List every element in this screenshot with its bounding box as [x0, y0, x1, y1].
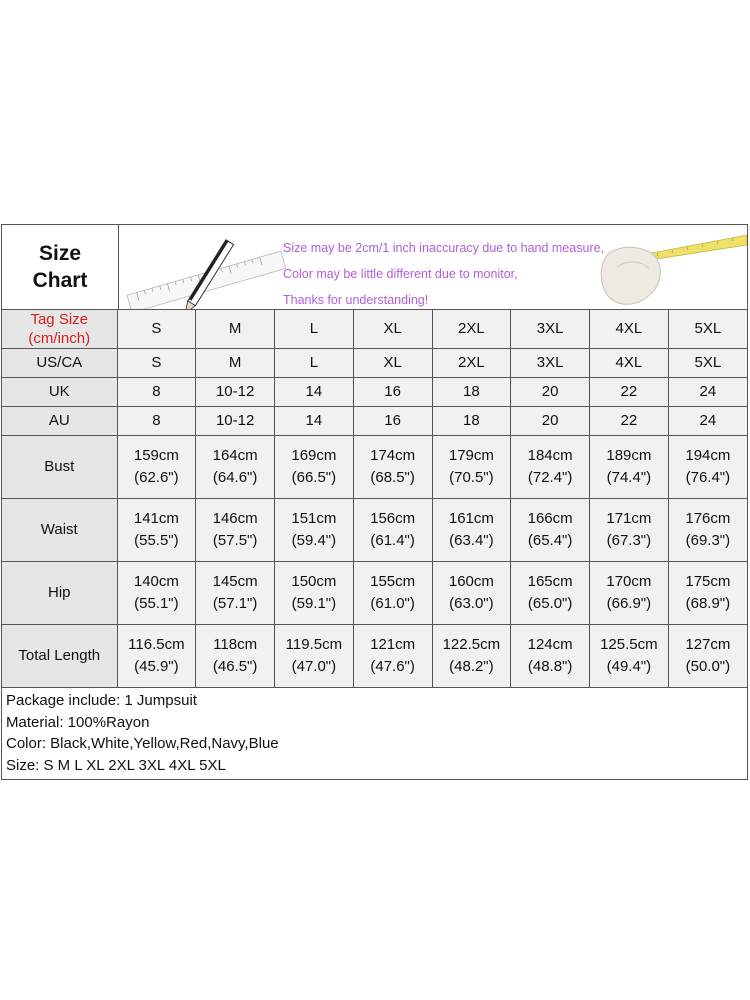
hip-s-cm: 140cm	[133, 573, 179, 590]
hip-3xl-inch: (65.0")	[527, 595, 573, 612]
bust-l-cm: 169cm	[291, 447, 337, 464]
hip-m-inch: (57.1")	[212, 595, 258, 612]
measurement-banner	[119, 225, 747, 309]
us-ca-size-l: L	[275, 349, 354, 378]
title-line-2: Chart	[32, 269, 88, 292]
total-length-2xl-cm: 122.5cm	[442, 636, 501, 653]
total-length-3xl-cm: 124cm	[527, 636, 573, 653]
tag-size-label-line-2: (cm/inch)	[28, 330, 91, 347]
bust-s-cell	[117, 436, 196, 499]
info-size: Size: S M L XL 2XL 3XL 4XL 5XL	[6, 756, 226, 774]
hip-4xl-cm: 170cm	[606, 573, 652, 590]
waist-m-cell	[196, 499, 275, 562]
total-length-4xl-inch: (49.4")	[606, 658, 652, 675]
ruler-pencil-icon	[119, 225, 289, 309]
waist-4xl-cm: 171cm	[606, 510, 652, 527]
total-length-5xl-cm: 127cm	[685, 636, 731, 653]
us-ca-label: US/CA	[2, 349, 117, 378]
hip-4xl-cell	[590, 562, 669, 625]
total-length-5xl-cell	[668, 625, 747, 688]
info-package: Package include: 1 Jumpsuit	[6, 692, 197, 709]
us-ca-size-3xl: 3XL	[511, 349, 590, 378]
bust-m-cm: 164cm	[212, 447, 258, 464]
waist-3xl-inch: (65.4")	[527, 532, 573, 549]
waist-l-cell	[275, 499, 354, 562]
hip-5xl-cm: 175cm	[685, 573, 731, 590]
bust-3xl-cell	[511, 436, 590, 499]
tag-size-m: M	[196, 310, 275, 349]
bust-5xl-cell	[668, 436, 747, 499]
hip-s-inch: (55.1")	[134, 595, 179, 612]
waist-s-inch: (55.5")	[134, 532, 179, 549]
au-size-5xl: 24	[668, 407, 747, 436]
tag-size-label	[2, 310, 117, 349]
uk-size-2xl: 18	[432, 378, 511, 407]
bust-2xl-cm: 179cm	[448, 447, 494, 464]
title-line-1: Size	[38, 242, 82, 265]
bust-4xl-cm: 189cm	[606, 447, 652, 464]
hip-l-cm: 150cm	[291, 573, 337, 590]
hip-5xl-inch: (68.9")	[685, 595, 731, 612]
hip-2xl-cm: 160cm	[448, 573, 494, 590]
hip-label: Hip	[2, 562, 117, 625]
info-material: Material: 100%Rayon	[6, 713, 150, 731]
tag-size-l: L	[275, 310, 354, 349]
hip-2xl-inch: (63.0")	[449, 595, 494, 612]
bust-m-inch: (64.6")	[212, 469, 258, 486]
au-size-2xl: 18	[432, 407, 511, 436]
total-length-3xl-inch: (48.8")	[527, 658, 573, 675]
us-ca-size-m: M	[196, 349, 275, 378]
total-length-2xl-cell	[432, 625, 511, 688]
au-label: AU	[2, 407, 117, 436]
uk-size-4xl: 22	[590, 378, 669, 407]
waist-2xl-inch: (63.4")	[449, 532, 494, 549]
bust-5xl-inch: (76.4")	[685, 469, 731, 486]
us-ca-size-s: S	[117, 349, 196, 378]
waist-3xl-cm: 166cm	[527, 510, 573, 527]
hip-xl-cm: 155cm	[370, 573, 416, 590]
total-length-label: Total Length	[2, 625, 117, 688]
waist-l-cm: 151cm	[291, 510, 337, 527]
total-length-2xl-inch: (48.2")	[449, 658, 494, 675]
hip-m-cm: 145cm	[212, 573, 258, 590]
bust-3xl-inch: (72.4")	[527, 469, 573, 486]
au-size-3xl: 20	[511, 407, 590, 436]
hip-row	[2, 562, 747, 625]
chart-header	[2, 225, 747, 310]
bust-l-inch: (66.5")	[291, 469, 337, 486]
total-length-m-inch: (46.5")	[212, 658, 258, 675]
note-thanks: Thanks for understanding!	[283, 293, 429, 307]
uk-row	[2, 378, 747, 407]
total-length-s-cell	[117, 625, 196, 688]
hip-xl-cell	[353, 562, 432, 625]
total-length-l-cell	[275, 625, 354, 688]
au-row	[2, 407, 747, 436]
waist-4xl-cell	[590, 499, 669, 562]
bust-xl-inch: (68.5")	[370, 469, 415, 486]
us-ca-size-5xl: 5XL	[668, 349, 747, 378]
info-color: Color: Black,White,Yellow,Red,Navy,Blue	[6, 735, 279, 752]
waist-xl-cm: 156cm	[370, 510, 416, 527]
total-length-m-cm: 118cm	[213, 636, 258, 653]
bust-xl-cm: 174cm	[370, 447, 416, 464]
total-length-l-inch: (47.0")	[291, 658, 337, 675]
waist-s-cm: 141cm	[133, 510, 179, 527]
us-ca-size-2xl: 2XL	[432, 349, 511, 378]
waist-4xl-inch: (67.3")	[606, 532, 652, 549]
size-table	[2, 310, 747, 687]
tag-size-2xl: 2XL	[432, 310, 511, 349]
total-length-4xl-cell	[590, 625, 669, 688]
product-info	[2, 687, 747, 779]
bust-s-cm: 159cm	[133, 447, 179, 464]
us-ca-size-4xl: 4XL	[590, 349, 669, 378]
measuring-tape-hand-icon	[597, 225, 747, 309]
waist-2xl-cm: 161cm	[448, 510, 494, 527]
total-length-l-cm: 119.5cm	[285, 636, 343, 653]
uk-size-3xl: 20	[511, 378, 590, 407]
bust-l-cell	[275, 436, 354, 499]
us-ca-size-xl: XL	[353, 349, 432, 378]
waist-5xl-cell	[668, 499, 747, 562]
hip-2xl-cell	[432, 562, 511, 625]
au-size-4xl: 22	[590, 407, 669, 436]
waist-m-inch: (57.5")	[212, 532, 258, 549]
au-size-s: 8	[117, 407, 196, 436]
hip-3xl-cm: 165cm	[527, 573, 573, 590]
total-length-xl-cell	[353, 625, 432, 688]
bust-4xl-cell	[590, 436, 669, 499]
waist-s-cell	[117, 499, 196, 562]
uk-size-l: 14	[275, 378, 354, 407]
bust-5xl-cm: 194cm	[685, 447, 731, 464]
note-accuracy: Size may be 2cm/1 inch inaccuracy due to hand measure,	[283, 241, 605, 255]
waist-2xl-cell	[432, 499, 511, 562]
hip-m-cell	[196, 562, 275, 625]
bust-label: Bust	[2, 436, 117, 499]
waist-label: Waist	[2, 499, 117, 562]
hip-4xl-inch: (66.9")	[606, 595, 652, 612]
hip-3xl-cell	[511, 562, 590, 625]
us-ca-row	[2, 349, 747, 378]
uk-size-xl: 16	[353, 378, 432, 407]
tag-size-4xl: 4XL	[590, 310, 669, 349]
uk-size-s: 8	[117, 378, 196, 407]
uk-size-m: 10-12	[196, 378, 275, 407]
waist-m-cm: 146cm	[212, 510, 258, 527]
size-chart	[1, 224, 748, 780]
size-table-body	[2, 310, 747, 687]
bust-2xl-inch: (70.5")	[449, 469, 494, 486]
bust-xl-cell	[353, 436, 432, 499]
total-length-row	[2, 625, 747, 688]
total-length-5xl-inch: (50.0")	[685, 658, 731, 675]
bust-m-cell	[196, 436, 275, 499]
bust-4xl-inch: (74.4")	[606, 469, 652, 486]
waist-xl-cell	[353, 499, 432, 562]
waist-5xl-inch: (69.3")	[685, 532, 731, 549]
waist-5xl-cm: 176cm	[685, 510, 731, 527]
bust-s-inch: (62.6")	[134, 469, 179, 486]
bust-row	[2, 436, 747, 499]
total-length-4xl-cm: 125.5cm	[600, 636, 658, 653]
uk-size-5xl: 24	[668, 378, 747, 407]
waist-xl-inch: (61.4")	[370, 532, 415, 549]
waist-3xl-cell	[511, 499, 590, 562]
total-length-m-cell	[196, 625, 275, 688]
hip-xl-inch: (61.0")	[370, 595, 415, 612]
tag-size-row	[2, 310, 747, 349]
total-length-s-inch: (45.9")	[134, 658, 179, 675]
total-length-xl-inch: (47.6")	[370, 658, 415, 675]
size-chart-title	[2, 225, 119, 309]
tag-size-s: S	[117, 310, 196, 349]
au-size-l: 14	[275, 407, 354, 436]
bust-2xl-cell	[432, 436, 511, 499]
uk-label: UK	[2, 378, 117, 407]
waist-row	[2, 499, 747, 562]
total-length-3xl-cell	[511, 625, 590, 688]
hip-l-inch: (59.1")	[291, 595, 337, 612]
waist-l-inch: (59.4")	[291, 532, 337, 549]
tag-size-5xl: 5XL	[668, 310, 747, 349]
banner-notes	[283, 235, 604, 309]
au-size-m: 10-12	[196, 407, 275, 436]
au-size-xl: 16	[353, 407, 432, 436]
note-color: Color may be little different due to monitor,	[283, 267, 518, 281]
hip-s-cell	[117, 562, 196, 625]
bust-3xl-cm: 184cm	[527, 447, 573, 464]
total-length-s-cm: 116.5cm	[128, 636, 185, 653]
tag-size-3xl: 3XL	[511, 310, 590, 349]
tag-size-label-line-1: Tag Size	[30, 311, 89, 328]
hip-l-cell	[275, 562, 354, 625]
tag-size-xl: XL	[353, 310, 432, 349]
total-length-xl-cm: 121cm	[370, 636, 416, 653]
hip-5xl-cell	[668, 562, 747, 625]
